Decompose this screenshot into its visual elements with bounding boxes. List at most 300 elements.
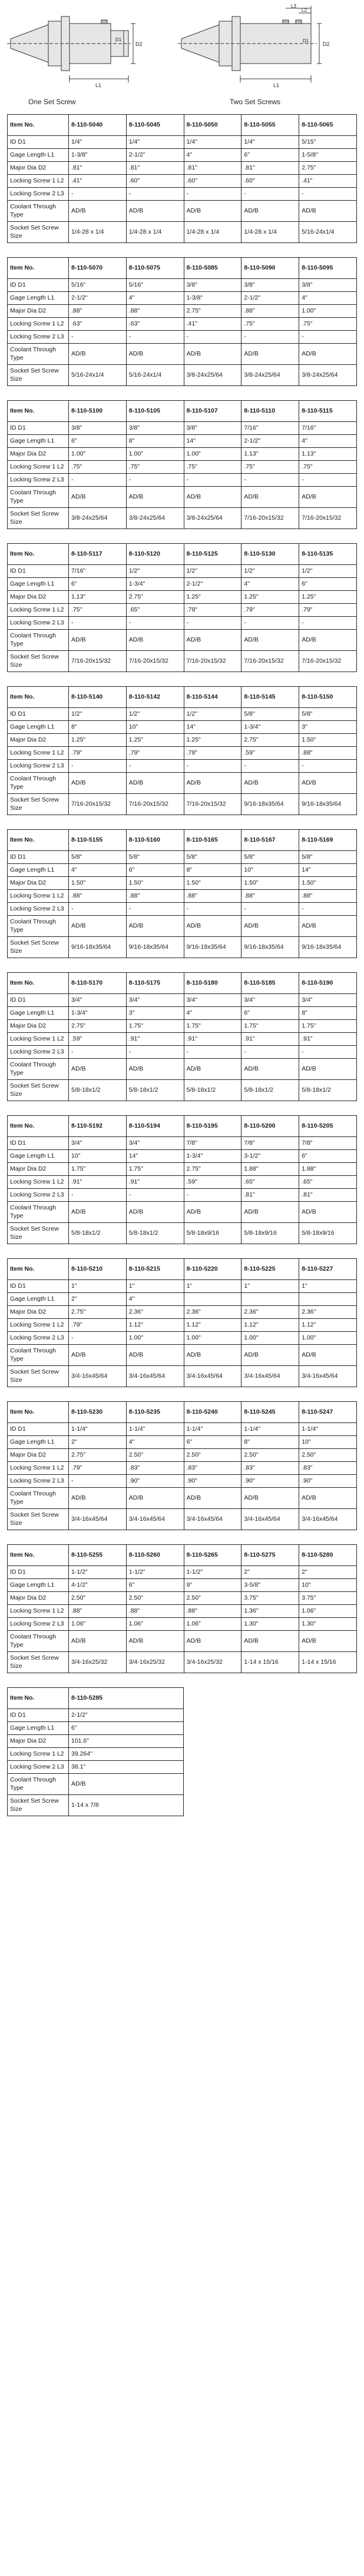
table-row-item-no xyxy=(8,1402,357,1423)
item-number-cell: 8-110-5227 xyxy=(299,1259,357,1280)
table-row-id-d1 xyxy=(8,1566,357,1579)
gage-length-l1-cell: 6" xyxy=(126,1579,184,1592)
item-number-cell: 8-110-5107 xyxy=(184,401,241,422)
row-label: Socket Set Screw Size xyxy=(8,365,69,386)
row-label: Locking Screw 2 L3 xyxy=(8,1189,69,1202)
table-row-locking-screw-2-l3 xyxy=(8,1761,184,1774)
row-label: Socket Set Screw Size xyxy=(8,1509,69,1530)
coolant-through-type-cell: AD/B xyxy=(241,1059,299,1080)
socket-set-screw-size-cell: 3/4-16x45/64 xyxy=(299,1509,357,1530)
table-row-socket-set-screw-size xyxy=(8,794,357,815)
socket-set-screw-size-cell: 7/16-20x15/32 xyxy=(126,651,184,672)
table-row-coolant-through-type xyxy=(8,487,357,508)
locking-screw-2-l3-cell: - xyxy=(184,903,241,916)
table-row-coolant-through-type xyxy=(8,1631,357,1652)
row-label: Major Dia D2 xyxy=(8,1735,69,1748)
item-number-cell: 8-110-5065 xyxy=(299,115,357,136)
coolant-through-type-cell: AD/B xyxy=(241,1488,299,1509)
coolant-through-type-cell: AD/B xyxy=(241,1631,299,1652)
id-d1-cell: 1" xyxy=(241,1280,299,1293)
gage-length-l1-cell: 4" xyxy=(299,292,357,305)
socket-set-screw-size-cell: 3/8-24x25/64 xyxy=(184,365,241,386)
item-number-cell: 8-110-5280 xyxy=(299,1545,357,1566)
table-row-locking-screw-1-l2 xyxy=(8,1605,357,1618)
socket-set-screw-size-cell: 1-14 x 7/8 xyxy=(69,1795,184,1816)
item-number-cell: 8-110-5167 xyxy=(241,830,299,851)
socket-set-screw-size-cell: 3/4-16x45/64 xyxy=(69,1509,127,1530)
gage-length-l1-cell: 2" xyxy=(69,1436,127,1449)
locking-screw-2-l3-cell: - xyxy=(184,1046,241,1059)
locking-screw-1-l2-cell: .83" xyxy=(299,1462,357,1475)
socket-set-screw-size-cell: 5/8-18x1/2 xyxy=(126,1080,184,1101)
socket-set-screw-size-cell: 5/8-18x1/2 xyxy=(126,1223,184,1244)
row-label: Locking Screw 1 L2 xyxy=(8,890,69,903)
socket-set-screw-size-cell: 3/4-16x25/32 xyxy=(69,1652,127,1673)
major-dia-d2-cell: .81" xyxy=(126,162,184,175)
coolant-through-type-cell: AD/B xyxy=(69,1488,127,1509)
d2-dimension-label: D2 xyxy=(135,41,143,47)
socket-set-screw-size-cell: 1/4-28 x 1/4 xyxy=(241,222,299,243)
major-dia-d2-cell: 1.50" xyxy=(184,877,241,890)
gage-length-l1-cell xyxy=(299,1293,357,1306)
locking-screw-1-l2-cell: .91" xyxy=(126,1033,184,1046)
item-number-cell: 8-110-5055 xyxy=(241,115,299,136)
row-label: Socket Set Screw Size xyxy=(8,508,69,529)
item-number-cell: 8-110-5150 xyxy=(299,687,357,708)
locking-screw-1-l2-cell: 1.12" xyxy=(299,1319,357,1332)
table-row-item-no xyxy=(8,115,357,136)
gage-length-l1-cell: 8" xyxy=(241,1436,299,1449)
coolant-through-type-cell: AD/B xyxy=(69,773,127,794)
id-d1-cell: 7/16" xyxy=(299,422,357,435)
diagram-header xyxy=(7,4,357,114)
locking-screw-2-l3-cell: .90" xyxy=(126,1475,184,1488)
table-row-id-d1 xyxy=(8,422,357,435)
row-label: Item No. xyxy=(8,1402,69,1423)
socket-set-screw-size-cell: 1-14 x 15/16 xyxy=(241,1652,299,1673)
locking-screw-2-l3-cell: - xyxy=(126,617,184,630)
item-number-cell: 8-110-5169 xyxy=(299,830,357,851)
coolant-through-type-cell: AD/B xyxy=(184,916,241,937)
major-dia-d2-cell: 1.88" xyxy=(241,1163,299,1176)
locking-screw-1-l2-cell: .88" xyxy=(299,890,357,903)
major-dia-d2-cell: 1.88" xyxy=(299,1163,357,1176)
locking-screw-1-l2-cell: .79" xyxy=(299,604,357,617)
item-number-cell: 8-110-5142 xyxy=(126,687,184,708)
major-dia-d2-cell: 3.75" xyxy=(241,1592,299,1605)
locking-screw-2-l3-cell: - xyxy=(126,760,184,773)
locking-screw-1-l2-cell: .79" xyxy=(69,747,127,760)
major-dia-d2-cell: 1.75" xyxy=(299,1020,357,1033)
table-row-gage-length-l1 xyxy=(8,1007,357,1020)
table-row-major-dia-d2 xyxy=(8,734,357,747)
coolant-through-type-cell: AD/B xyxy=(69,487,127,508)
item-number-cell: 8-110-5194 xyxy=(126,1116,184,1137)
coolant-through-type-cell: AD/B xyxy=(126,1631,184,1652)
major-dia-d2-cell: 2.50" xyxy=(299,1449,357,1462)
socket-set-screw-size-cell: 1-14 x 15/16 xyxy=(299,1652,357,1673)
table-row-id-d1 xyxy=(8,1137,357,1150)
major-dia-d2-cell: 1.75" xyxy=(126,1020,184,1033)
coolant-through-type-cell: AD/B xyxy=(299,487,357,508)
socket-set-screw-size-cell: 1/4-28 x 1/4 xyxy=(126,222,184,243)
row-label: Major Dia D2 xyxy=(8,1592,69,1605)
socket-set-screw-size-cell: 7/16-20x15/32 xyxy=(69,794,127,815)
coolant-through-type-cell: AD/B xyxy=(69,1059,127,1080)
row-label: Major Dia D2 xyxy=(8,1163,69,1176)
row-label: ID D1 xyxy=(8,1137,69,1150)
item-number-cell: 8-110-5245 xyxy=(241,1402,299,1423)
row-label: Major Dia D2 xyxy=(8,734,69,747)
one-set-screw-diagram xyxy=(7,4,154,98)
coolant-through-type-cell: AD/B xyxy=(241,487,299,508)
item-number-cell: 8-110-5210 xyxy=(69,1259,127,1280)
row-label: Major Dia D2 xyxy=(8,1449,69,1462)
table-row-item-no xyxy=(8,973,357,994)
major-dia-d2-cell: 2.50" xyxy=(184,1592,241,1605)
table-row-coolant-through-type xyxy=(8,1774,184,1795)
major-dia-d2-cell: .81" xyxy=(184,162,241,175)
table-row-locking-screw-1-l2 xyxy=(8,175,357,188)
row-label: Major Dia D2 xyxy=(8,305,69,318)
locking-screw-1-l2-cell: .91" xyxy=(184,1033,241,1046)
locking-screw-2-l3-cell: - xyxy=(69,617,127,630)
major-dia-d2-cell: 1.00" xyxy=(126,448,184,461)
gage-length-l1-cell: 6" xyxy=(241,1007,299,1020)
locking-screw-2-l3-cell: - xyxy=(69,903,127,916)
coolant-through-type-cell: AD/B xyxy=(184,773,241,794)
major-dia-d2-cell: 1.50" xyxy=(299,877,357,890)
major-dia-d2-cell: 2.36" xyxy=(184,1306,241,1319)
id-d1-cell: 5/8" xyxy=(241,851,299,864)
coolant-through-type-cell: AD/B xyxy=(126,1488,184,1509)
id-d1-cell: 7/16" xyxy=(241,422,299,435)
gage-length-l1-cell: 14" xyxy=(184,721,241,734)
row-label: Coolant Through Type xyxy=(8,201,69,222)
id-d1-cell: 5/8" xyxy=(69,851,127,864)
table-row-socket-set-screw-size xyxy=(8,1509,357,1530)
table-row-locking-screw-2-l3 xyxy=(8,1332,357,1345)
locking-screw-2-l3-cell: - xyxy=(126,903,184,916)
row-label: Locking Screw 1 L2 xyxy=(8,461,69,474)
locking-screw-1-l2-cell: .75" xyxy=(299,461,357,474)
coolant-through-type-cell: AD/B xyxy=(69,344,127,365)
gage-length-l1-cell xyxy=(241,1293,299,1306)
id-d1-cell: 1/2" xyxy=(184,708,241,721)
id-d1-cell: 7/8" xyxy=(299,1137,357,1150)
table-row-locking-screw-2-l3 xyxy=(8,903,357,916)
socket-set-screw-size-cell: 7/16-20x15/32 xyxy=(241,508,299,529)
locking-screw-1-l2-cell: .75" xyxy=(184,461,241,474)
id-d1-cell: 2-1/2" xyxy=(69,1709,184,1722)
table-row-socket-set-screw-size xyxy=(8,1795,184,1816)
coolant-through-type-cell: AD/B xyxy=(299,1202,357,1223)
major-dia-d2-cell: 1.75" xyxy=(241,1020,299,1033)
id-d1-cell: 1-1/4" xyxy=(126,1423,184,1436)
locking-screw-1-l2-cell: .79" xyxy=(126,747,184,760)
table-row-item-no xyxy=(8,401,357,422)
socket-set-screw-size-cell: 3/4-16x45/64 xyxy=(184,1366,241,1387)
table-row-id-d1 xyxy=(8,565,357,578)
table-row-locking-screw-1-l2 xyxy=(8,1462,357,1475)
row-label: Locking Screw 1 L2 xyxy=(8,175,69,188)
locking-screw-1-l2-cell: .83" xyxy=(184,1462,241,1475)
d1-dimension-label: D1 xyxy=(115,37,122,42)
item-number-cell: 8-110-5235 xyxy=(126,1402,184,1423)
gage-length-l1-cell: 4" xyxy=(241,578,299,591)
socket-set-screw-size-cell: 5/16-24x1/4 xyxy=(299,222,357,243)
gage-length-l1-cell: 9" xyxy=(184,1579,241,1592)
table-row-socket-set-screw-size xyxy=(8,365,357,386)
major-dia-d2-cell: 2.50" xyxy=(126,1449,184,1462)
locking-screw-1-l2-cell: .59" xyxy=(184,1176,241,1189)
major-dia-d2-cell: .81" xyxy=(69,162,127,175)
locking-screw-2-l3-cell: - xyxy=(241,474,299,487)
id-d1-cell: 3/4" xyxy=(126,994,184,1007)
item-number-cell: 8-110-5095 xyxy=(299,258,357,279)
major-dia-d2-cell: 1.25" xyxy=(184,734,241,747)
socket-set-screw-size-cell: 7/16-20x15/32 xyxy=(241,651,299,672)
socket-set-screw-size-cell: 7/16-20x15/32 xyxy=(299,651,357,672)
item-number-cell: 8-110-5120 xyxy=(126,544,184,565)
row-label: Socket Set Screw Size xyxy=(8,222,69,243)
row-label: Locking Screw 2 L3 xyxy=(8,760,69,773)
row-label: Locking Screw 2 L3 xyxy=(8,1332,69,1345)
locking-screw-2-l3-cell: - xyxy=(126,474,184,487)
gage-length-l1-cell: 6" xyxy=(69,435,127,448)
spec-table xyxy=(7,1687,184,1816)
two-set-screws-diagram xyxy=(178,4,355,98)
table-row-socket-set-screw-size xyxy=(8,651,357,672)
coolant-through-type-cell: AD/B xyxy=(184,630,241,651)
id-d1-cell: 5/15" xyxy=(299,136,357,149)
gage-length-l1-cell: 4" xyxy=(126,1436,184,1449)
coolant-through-type-cell: AD/B xyxy=(126,773,184,794)
gage-length-l1-cell: 10" xyxy=(69,1150,127,1163)
major-dia-d2-cell: 2.75" xyxy=(241,734,299,747)
major-dia-d2-cell: 1.50" xyxy=(299,734,357,747)
locking-screw-1-l2-cell: .75" xyxy=(126,461,184,474)
locking-screw-2-l3-cell: .90" xyxy=(184,1475,241,1488)
locking-screw-2-l3-cell: - xyxy=(241,617,299,630)
gage-length-l1-cell: 6" xyxy=(241,149,299,162)
item-number-cell: 8-110-5117 xyxy=(69,544,127,565)
locking-screw-1-l2-cell: .79" xyxy=(184,604,241,617)
l3-dimension-label: L3 xyxy=(291,4,296,9)
row-label: Socket Set Screw Size xyxy=(8,1366,69,1387)
table-row-id-d1 xyxy=(8,994,357,1007)
item-number-cell: 8-110-5192 xyxy=(69,1116,127,1137)
socket-set-screw-size-cell: 3/4-16x25/32 xyxy=(126,1652,184,1673)
socket-set-screw-size-cell: 7/16-20x15/32 xyxy=(69,651,127,672)
locking-screw-2-l3-cell: 1.06" xyxy=(126,1618,184,1631)
gage-length-l1-cell: 6" xyxy=(69,578,127,591)
id-d1-cell: 1/4" xyxy=(69,136,127,149)
locking-screw-1-l2-cell: 1.12" xyxy=(184,1319,241,1332)
row-label: ID D1 xyxy=(8,1709,69,1722)
locking-screw-1-l2-cell: .88" xyxy=(69,1605,127,1618)
locking-screw-2-l3-cell: - xyxy=(126,331,184,344)
gage-length-l1-cell: 1-3/4" xyxy=(241,721,299,734)
major-dia-d2-cell: 1.50" xyxy=(126,877,184,890)
table-row-gage-length-l1 xyxy=(8,1293,357,1306)
row-label: Gage Length L1 xyxy=(8,149,69,162)
row-label: Gage Length L1 xyxy=(8,864,69,877)
locking-screw-2-l3-cell: .81" xyxy=(241,1189,299,1202)
locking-screw-1-l2-cell: .88" xyxy=(184,1605,241,1618)
table-row-item-no xyxy=(8,544,357,565)
socket-set-screw-size-cell: 1/4-28 x 1/4 xyxy=(69,222,127,243)
socket-set-screw-size-cell: 5/16-24x1/4 xyxy=(69,365,127,386)
coolant-through-type-cell: AD/B xyxy=(126,916,184,937)
item-number-cell: 8-110-5230 xyxy=(69,1402,127,1423)
item-number-cell: 8-110-5190 xyxy=(299,973,357,994)
locking-screw-1-l2-cell: .60" xyxy=(241,175,299,188)
row-label: Coolant Through Type xyxy=(8,773,69,794)
id-d1-cell: 7/8" xyxy=(184,1137,241,1150)
major-dia-d2-cell: 3.75" xyxy=(299,1592,357,1605)
gage-length-l1-cell: 2-1/2" xyxy=(241,292,299,305)
l2-dimension-label: L2 xyxy=(302,8,307,13)
two-set-screws-caption: Two Set Screws xyxy=(230,98,281,106)
row-label: Locking Screw 2 L3 xyxy=(8,331,69,344)
locking-screw-2-l3-cell: - xyxy=(299,474,357,487)
major-dia-d2-cell: 1.25" xyxy=(241,591,299,604)
id-d1-cell: 7/16" xyxy=(69,565,127,578)
locking-screw-2-l3-cell: .81" xyxy=(299,1189,357,1202)
coolant-through-type-cell: AD/B xyxy=(184,1488,241,1509)
socket-set-screw-size-cell: 9/16-18x35/64 xyxy=(241,794,299,815)
locking-screw-2-l3-cell: - xyxy=(299,188,357,201)
row-label: Major Dia D2 xyxy=(8,591,69,604)
table-row-coolant-through-type xyxy=(8,1202,357,1223)
locking-screw-1-l2-cell: 1.12" xyxy=(126,1319,184,1332)
item-number-cell: 8-110-5247 xyxy=(299,1402,357,1423)
major-dia-d2-cell: 1.13" xyxy=(299,448,357,461)
locking-screw-2-l3-cell: - xyxy=(126,1189,184,1202)
gage-length-l1-cell: 1-3/4" xyxy=(184,1150,241,1163)
table-row-gage-length-l1 xyxy=(8,1722,184,1735)
locking-screw-2-l3-cell: - xyxy=(184,1189,241,1202)
locking-screw-1-l2-cell: .65" xyxy=(126,604,184,617)
gage-length-l1-cell: 14" xyxy=(299,864,357,877)
gage-length-l1-cell: 10" xyxy=(299,1436,357,1449)
id-d1-cell: 1" xyxy=(69,1280,127,1293)
coolant-through-type-cell: AD/B xyxy=(299,773,357,794)
row-label: ID D1 xyxy=(8,1423,69,1436)
row-label: Coolant Through Type xyxy=(8,1631,69,1652)
row-label: Locking Screw 1 L2 xyxy=(8,604,69,617)
id-d1-cell: 3/8" xyxy=(126,422,184,435)
table-row-locking-screw-2-l3 xyxy=(8,188,357,201)
coolant-through-type-cell: AD/B xyxy=(241,1345,299,1366)
spec-table xyxy=(7,1258,357,1387)
row-label: Locking Screw 1 L2 xyxy=(8,1033,69,1046)
row-label: Gage Length L1 xyxy=(8,1579,69,1592)
socket-set-screw-size-cell: 3/4-16x25/32 xyxy=(184,1652,241,1673)
row-label: Item No. xyxy=(8,687,69,708)
table-row-coolant-through-type xyxy=(8,1488,357,1509)
gage-length-l1-cell: 6" xyxy=(299,1150,357,1163)
locking-screw-1-l2-cell: .83" xyxy=(126,1462,184,1475)
socket-set-screw-size-cell: 3/8-24x25/64 xyxy=(69,508,127,529)
coolant-through-type-cell: AD/B xyxy=(299,1345,357,1366)
id-d1-cell: 7/8" xyxy=(241,1137,299,1150)
gage-length-l1-cell: 10" xyxy=(126,721,184,734)
table-row-major-dia-d2 xyxy=(8,1592,357,1605)
locking-screw-1-l2-cell: .41" xyxy=(299,175,357,188)
spec-table xyxy=(7,1401,357,1530)
locking-screw-2-l3-cell: - xyxy=(69,331,127,344)
row-label: Item No. xyxy=(8,115,69,136)
item-number-cell: 8-110-5090 xyxy=(241,258,299,279)
table-row-item-no xyxy=(8,830,357,851)
locking-screw-2-l3-cell: - xyxy=(299,760,357,773)
table-row-locking-screw-2-l3 xyxy=(8,1618,357,1631)
gage-length-l1-cell: 4" xyxy=(184,1007,241,1020)
socket-set-screw-size-cell: 5/8-18x1/2 xyxy=(241,1080,299,1101)
locking-screw-1-l2-cell: .88" xyxy=(69,890,127,903)
gage-length-l1-cell: 2" xyxy=(69,1293,127,1306)
coolant-through-type-cell: AD/B xyxy=(184,487,241,508)
d2-dimension-label: D2 xyxy=(323,41,330,47)
coolant-through-type-cell: AD/B xyxy=(126,201,184,222)
major-dia-d2-cell: 2.50" xyxy=(241,1449,299,1462)
table-row-id-d1 xyxy=(8,279,357,292)
socket-set-screw-size-cell: 3/4-16x45/64 xyxy=(299,1366,357,1387)
id-d1-cell: 1-1/2" xyxy=(69,1566,127,1579)
gage-length-l1-cell: 8" xyxy=(126,435,184,448)
id-d1-cell: 3/4" xyxy=(241,994,299,1007)
item-number-cell: 8-110-5220 xyxy=(184,1259,241,1280)
table-row-major-dia-d2 xyxy=(8,448,357,461)
item-number-cell: 8-110-5255 xyxy=(69,1545,127,1566)
row-label: ID D1 xyxy=(8,708,69,721)
coolant-through-type-cell: AD/B xyxy=(126,1202,184,1223)
item-number-cell: 8-110-5045 xyxy=(126,115,184,136)
socket-set-screw-size-cell: 3/8-24x25/64 xyxy=(299,365,357,386)
socket-set-screw-size-cell: 3/4-16x45/64 xyxy=(126,1509,184,1530)
locking-screw-1-l2-cell: .79" xyxy=(241,604,299,617)
locking-screw-1-l2-cell: .79" xyxy=(69,1319,127,1332)
row-label: Socket Set Screw Size xyxy=(8,651,69,672)
row-label: Item No. xyxy=(8,544,69,565)
row-label: ID D1 xyxy=(8,1280,69,1293)
gage-length-l1-cell: 10" xyxy=(241,864,299,877)
coolant-through-type-cell: AD/B xyxy=(241,344,299,365)
table-row-item-no xyxy=(8,687,357,708)
locking-screw-1-l2-cell: 1.06" xyxy=(299,1605,357,1618)
gage-length-l1-cell: 1-3/4" xyxy=(126,578,184,591)
major-dia-d2-cell: 1.50" xyxy=(241,877,299,890)
one-set-screw-caption: One Set Screw xyxy=(28,98,76,106)
table-row-coolant-through-type xyxy=(8,773,357,794)
coolant-through-type-cell: AD/B xyxy=(184,1345,241,1366)
locking-screw-2-l3-cell: - xyxy=(241,331,299,344)
table-row-item-no xyxy=(8,1116,357,1137)
table-row-item-no xyxy=(8,258,357,279)
table-row-major-dia-d2 xyxy=(8,1449,357,1462)
coolant-through-type-cell: AD/B xyxy=(241,201,299,222)
coolant-through-type-cell: AD/B xyxy=(184,1631,241,1652)
gage-length-l1-cell: 14" xyxy=(184,435,241,448)
major-dia-d2-cell: 2.75" xyxy=(69,1449,127,1462)
locking-screw-2-l3-cell: 1.06" xyxy=(184,1618,241,1631)
row-label: Coolant Through Type xyxy=(8,1202,69,1223)
item-number-cell: 8-110-5265 xyxy=(184,1545,241,1566)
socket-set-screw-size-cell: 3/4-16x45/64 xyxy=(69,1366,127,1387)
locking-screw-1-l2-cell: 1.36" xyxy=(241,1605,299,1618)
